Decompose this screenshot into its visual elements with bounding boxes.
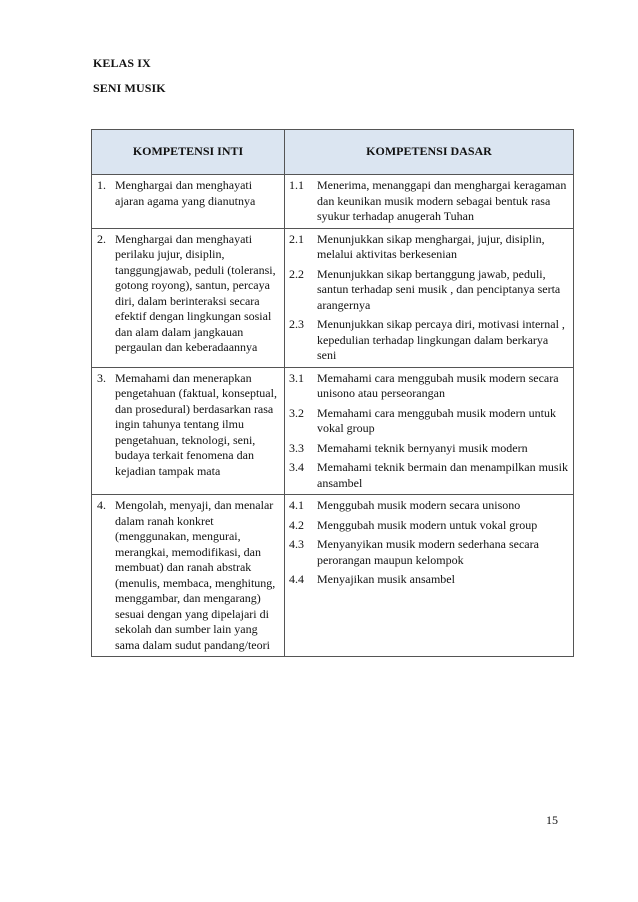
kd-text: Menyanyikan musik modern sederhana secara perorangan maupun kelompok <box>317 537 539 567</box>
ki-number: 4. <box>97 498 106 512</box>
kd-list <box>285 229 573 367</box>
kompetensi-dasar-item <box>289 537 569 568</box>
kompetensi-inti-cell <box>92 175 285 229</box>
page-number: 15 <box>546 813 558 827</box>
kompetensi-dasar-item <box>289 406 569 437</box>
header-kompetensi-inti: KOMPETENSI INTI <box>92 130 285 175</box>
kd-text: Memahami cara menggubah musik modern secara unisono atau perseorangan <box>317 370 559 400</box>
kd-text: Memahami teknik bermain dan menampilkan musik ansambel <box>317 460 568 490</box>
table-row <box>92 175 574 229</box>
ki-text: Menghargai dan menghayati perilaku jujur, disiplin, tanggungjawab, peduli (toleransi, gotong royong), santun, percaya diri, dalam berinteraksi secara efektif dengan lingkungan sosial dan alam dalam jangkauan pergaulan dan keberadaannya <box>115 231 276 354</box>
table-row <box>92 495 574 657</box>
table-row <box>92 367 574 495</box>
kompetensi-inti-cell <box>92 495 285 657</box>
kd-text: Menggubah musik modern untuk vokal group <box>317 517 538 532</box>
kompetensi-inti-item <box>92 229 284 359</box>
kompetensi-inti-item <box>92 175 284 212</box>
kompetensi-dasar-item <box>289 317 569 364</box>
table-row <box>92 228 574 367</box>
kd-list <box>285 368 573 495</box>
kompetensi-dasar-item <box>289 572 569 588</box>
ki-text: Mengolah, menyaji, dan menalar dalam ranah konkret (menggunakan, mengurai, merangkai, memodifikasi, dan membuat) dan ranah abstrak (menulis, membaca, menghitung, menggambar, dan mengarang) sesuai dengan yang dipelajari di sekolah dan sumber lain yang sama dalam sudut pandang/teori <box>115 498 276 652</box>
kompetensi-dasar-cell <box>285 495 574 657</box>
kd-text: Memahami cara menggubah musik modern untuk vokal group <box>317 405 556 435</box>
kd-number: 1.1 <box>289 178 304 192</box>
ki-text: Menghargai dan menghayati ajaran agama yang dianutnya <box>115 178 256 208</box>
kompetensi-inti-item <box>92 495 284 656</box>
kd-number: 3.1 <box>289 370 304 385</box>
kompetensi-dasar-item <box>289 518 569 534</box>
kd-number: 3.4 <box>289 460 304 474</box>
kompetensi-dasar-item <box>289 441 569 457</box>
kd-text: Menunjukkan sikap bertanggung jawab, peduli, santun terhadap seni musik , dan penciptanya serta arangernya <box>317 266 561 312</box>
table-header-row <box>92 130 574 175</box>
kompetensi-dasar-item <box>289 178 569 225</box>
ki-number: 3. <box>97 370 106 385</box>
competency-table <box>91 129 574 657</box>
kompetensi-dasar-item <box>289 267 569 314</box>
kompetensi-dasar-item <box>289 371 569 402</box>
class-heading: KELAS IX <box>93 56 151 70</box>
kompetensi-dasar-item <box>289 498 569 514</box>
kd-text: Menunjukkan sikap menghargai, jujur, disiplin, melalui aktivitas berkesenian <box>317 231 545 261</box>
kd-text: Memahami teknik bernyanyi musik modern <box>317 440 528 455</box>
kd-number: 4.3 <box>289 537 304 551</box>
kompetensi-inti-cell <box>92 228 285 367</box>
kd-list <box>285 175 573 228</box>
kd-number: 3.2 <box>289 405 304 420</box>
kd-list <box>285 495 573 591</box>
kd-number: 4.1 <box>289 498 304 512</box>
kd-number: 2.3 <box>289 317 304 331</box>
kd-text: Menunjukkan sikap percaya diri, motivasi internal , kepedulian terhadap lingkungan dalam berkarya seni <box>317 317 565 362</box>
kompetensi-inti-cell <box>92 367 285 495</box>
kd-number: 3.3 <box>289 440 304 455</box>
kompetensi-dasar-item <box>289 232 569 263</box>
kd-text: Menyajikan musik ansambel <box>317 572 455 586</box>
kompetensi-dasar-cell <box>285 175 574 229</box>
kd-text: Menggubah musik modern secara unisono <box>317 498 521 512</box>
kd-number: 2.1 <box>289 231 304 246</box>
kompetensi-dasar-cell <box>285 367 574 495</box>
kompetensi-dasar-cell <box>285 228 574 367</box>
kompetensi-inti-item <box>92 368 284 483</box>
header-kompetensi-dasar: KOMPETENSI DASAR <box>285 130 574 175</box>
table-body <box>92 175 574 657</box>
subject-heading: SENI MUSIK <box>93 81 166 95</box>
kd-text: Menerima, menanggapi dan menghargai keragaman dan keunikan musik modern sebagai bentuk rasa syukur terhadap anugerah Tuhan <box>317 178 567 223</box>
ki-text: Memahami dan menerapkan pengetahuan (faktual, konseptual, dan prosedural) berdasarkan rasa ingin tahunya tentang ilmu pengetahuan, teknologi, seni, budaya terkait fenomena dan kejadian tampak mata <box>115 370 277 478</box>
ki-number: 1. <box>97 178 106 192</box>
kd-number: 4.2 <box>289 517 304 532</box>
ki-number: 2. <box>97 231 106 246</box>
kd-number: 4.4 <box>289 572 304 586</box>
kd-number: 2.2 <box>289 266 304 281</box>
kompetensi-dasar-item <box>289 460 569 491</box>
